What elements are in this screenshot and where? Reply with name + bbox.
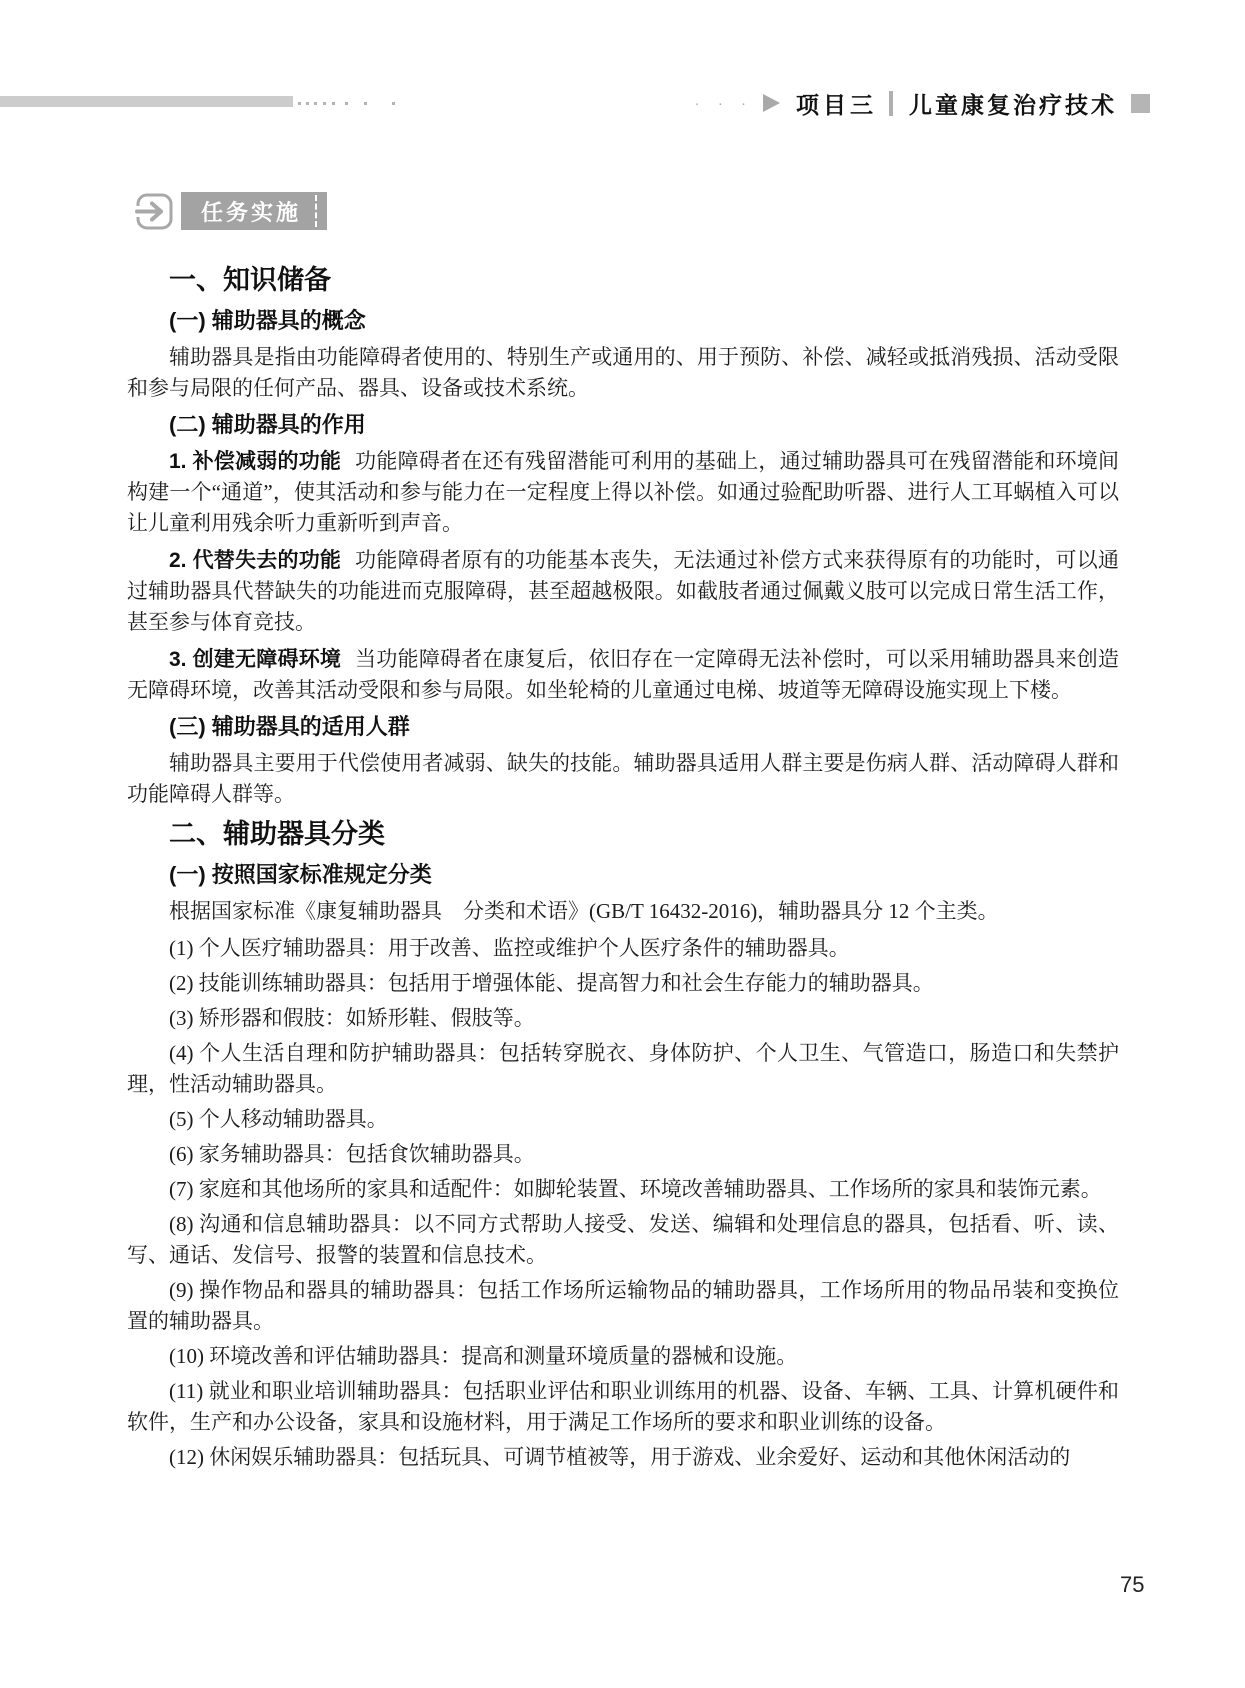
paragraph: 辅助器具主要用于代偿使用者减弱、缺失的技能。辅助器具适用人群主要是伤病人群、活动障碍人群和功能障碍人群等。 bbox=[127, 751, 1119, 806]
header-separator bbox=[889, 91, 893, 116]
point-lead: 3. 创建无障碍环境 bbox=[169, 648, 342, 671]
section-heading-2: 二、辅助器具分类 bbox=[169, 819, 385, 849]
book-title: 儿童康复治疗技术 bbox=[909, 91, 1117, 118]
paragraph bbox=[127, 446, 1119, 539]
list-item-2: (2) 技能训练辅助器具：包括用于增强体能、提高智力和社会生存能力的辅助器具。 bbox=[169, 971, 934, 995]
running-header bbox=[695, 88, 1150, 118]
point-text: 当功能障碍者在康复后，依旧存在一定障碍无法补偿时，可以采用辅助器具来创造无障碍环境，改善其活动受限和参与局限。如坐轮椅的儿童通过电梯、坡道等无障碍设施实现上下楼。 bbox=[127, 647, 1119, 702]
paragraph: 根据国家标准《康复辅助器具 分类和术语》(GB/T 16432-2016)，辅助器具分 12 个主类。 bbox=[169, 899, 999, 923]
list-item-8: (8) 沟通和信息辅助器具：以不同方式帮助人接受、发送、编辑和处理信息的器具，包括看、听、读、写、通话、发信号、报警的装置和信息技术。 bbox=[127, 1212, 1119, 1267]
badge-text: 任务实施 bbox=[201, 199, 302, 225]
list-item-12: (12) 休闲娱乐辅助器具：包括玩具、可调节植被等，用于游戏、业余爱好、运动和其他休闲活动的 bbox=[169, 1445, 1071, 1469]
badge-label bbox=[181, 192, 327, 230]
list-item-9: (9) 操作物品和器具的辅助器具：包括工作场所运输物品的辅助器具，工作场所用的物品吊装和变换位置的辅助器具。 bbox=[127, 1278, 1119, 1333]
list-item-6: (6) 家务辅助器具：包括食饮辅助器具。 bbox=[169, 1142, 535, 1166]
list-item-1: (1) 个人医疗辅助器具：用于改善、监控或维护个人医疗条件的辅助器具。 bbox=[169, 936, 850, 960]
point-lead: 2. 代替失去的功能 bbox=[169, 549, 342, 572]
list-item-4: (4) 个人生活自理和防护辅助器具：包括转穿脱衣、身体防护、个人卫生、气管造口，肠造口和失禁护理，性活动辅助器具。 bbox=[127, 1041, 1119, 1096]
list-item-5: (5) 个人移动辅助器具。 bbox=[169, 1107, 388, 1131]
task-badge bbox=[135, 192, 327, 230]
subsection-heading-2-1: (一) 按照国家标准规定分类 bbox=[169, 862, 432, 887]
triangle-right-icon bbox=[763, 94, 780, 112]
main-content bbox=[127, 256, 1119, 1477]
header-dots-decoration bbox=[298, 102, 395, 105]
subsection-heading-1-3: (三) 辅助器具的适用人群 bbox=[169, 714, 410, 739]
subsection-heading-1-1: (一) 辅助器具的概念 bbox=[169, 308, 366, 333]
paragraph: 辅助器具是指由功能障碍者使用的、特别生产或通用的、用于预防、补偿、减轻或抵消残损、活动受限和参与局限的任何产品、器具、设备或技术系统。 bbox=[127, 345, 1119, 400]
subsection-heading-1-2: (二) 辅助器具的作用 bbox=[169, 412, 366, 437]
badge-dashed-divider bbox=[315, 195, 317, 227]
header-mini-dots: · · · bbox=[694, 94, 753, 112]
header-bar-decoration bbox=[0, 96, 293, 107]
header-square-decoration bbox=[1131, 94, 1150, 113]
list-item-10: (10) 环境改善和评估辅助器具：提高和测量环境质量的器械和设施。 bbox=[169, 1344, 798, 1368]
list-item-11: (11) 就业和职业培训辅助器具：包括职业评估和职业训练用的机器、设备、车辆、工具、计算机硬件和软件，生产和办公设备，家具和设施材料，用于满足工作场所的要求和职业训练的设备。 bbox=[127, 1379, 1119, 1434]
arrow-right-icon bbox=[135, 191, 175, 231]
paragraph bbox=[127, 644, 1119, 706]
chapter-label: 项目三 bbox=[796, 91, 877, 118]
section-heading-1: 一、知识储备 bbox=[169, 265, 331, 295]
point-text: 功能障碍者在还有残留潜能可利用的基础上，通过辅助器具可在残留潜能和环境间构建一个“通道”，使其活动和参与能力在一定程度上得以补偿。如通过验配助听器、进行人工耳蜗植入可以让儿童利用残余听力重新听到声音。 bbox=[127, 449, 1119, 535]
list-item-3: (3) 矫形器和假肢：如矫形鞋、假肢等。 bbox=[169, 1006, 535, 1030]
point-text: 功能障碍者原有的功能基本丧失，无法通过补偿方式来获得原有的功能时，可以通过辅助器具代替缺失的功能进而克服障碍，甚至超越极限。如截肢者通过佩戴义肢可以完成日常生活工作，甚至参与体育竞技。 bbox=[127, 548, 1119, 634]
page-number: 75 bbox=[1120, 1572, 1145, 1597]
point-lead: 1. 补偿减弱的功能 bbox=[169, 450, 342, 473]
paragraph bbox=[127, 545, 1119, 638]
list-item-7: (7) 家庭和其他场所的家具和适配件：如脚轮装置、环境改善辅助器具、工作场所的家具和装饰元素。 bbox=[169, 1177, 1102, 1201]
